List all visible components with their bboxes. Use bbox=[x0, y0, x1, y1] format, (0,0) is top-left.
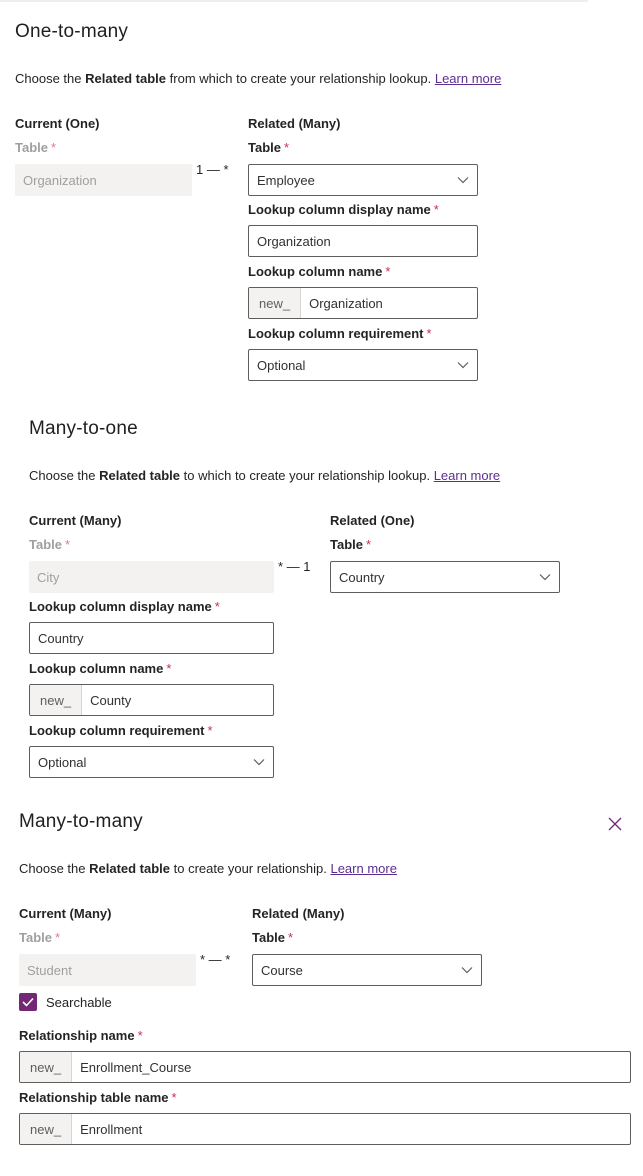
related-table-label bbox=[330, 537, 371, 552]
learn-more-link[interactable]: Learn more bbox=[434, 71, 502, 86]
searchable-checkbox-row[interactable] bbox=[19, 993, 112, 1011]
chevron-down-icon bbox=[449, 350, 477, 380]
current-table-field bbox=[29, 561, 274, 593]
current-table-field bbox=[19, 954, 196, 986]
relationship-table-name-label bbox=[19, 1090, 177, 1105]
label-text: Lookup column requirement bbox=[248, 326, 424, 341]
required-mark: * bbox=[433, 202, 439, 217]
required-mark: * bbox=[171, 1090, 177, 1105]
related-table-label bbox=[252, 930, 293, 945]
field-value: Student bbox=[27, 962, 72, 978]
one-to-many-description bbox=[15, 71, 501, 86]
cardinality-indicator: * — * bbox=[200, 952, 231, 967]
many-to-many-title: Many-to-many bbox=[19, 811, 143, 832]
chevron-down-icon bbox=[449, 165, 477, 195]
many-to-one-title: Many-to-one bbox=[29, 418, 138, 439]
required-mark: * bbox=[65, 537, 71, 552]
input-value: Organization bbox=[309, 295, 383, 311]
input-value: Organization bbox=[257, 233, 331, 249]
searchable-checkbox[interactable] bbox=[19, 993, 37, 1011]
chevron-down-icon bbox=[531, 562, 559, 592]
label-text: Lookup column display name bbox=[29, 599, 212, 614]
label-text: Table bbox=[330, 537, 363, 552]
description-text: to create your relationship. bbox=[170, 861, 327, 876]
input-value: Enrollment bbox=[80, 1121, 143, 1137]
lookup-name-label bbox=[248, 264, 390, 279]
current-table-field bbox=[15, 164, 192, 196]
required-mark: * bbox=[385, 264, 391, 279]
current-table-label bbox=[19, 930, 60, 945]
top-divider bbox=[0, 0, 588, 2]
label-text: Table bbox=[29, 537, 62, 552]
chevron-down-icon bbox=[245, 747, 273, 777]
description-text: from which to create your relationship lookup. bbox=[166, 71, 432, 86]
related-table-label bbox=[248, 140, 289, 155]
publisher-prefix: new_ bbox=[20, 1114, 72, 1144]
related-heading: Related (One) bbox=[330, 513, 415, 528]
label-text: Lookup column name bbox=[29, 661, 164, 676]
description-text: Choose the bbox=[15, 71, 86, 86]
cardinality-left: * bbox=[278, 559, 284, 574]
cardinality-left: 1 bbox=[196, 162, 204, 177]
current-table-label bbox=[15, 140, 56, 155]
description-bold: Related table bbox=[85, 71, 167, 86]
current-heading: Current (One) bbox=[15, 116, 100, 131]
label-text: Lookup column display name bbox=[248, 202, 431, 217]
related-table-dropdown[interactable] bbox=[248, 164, 478, 196]
cardinality-right: * bbox=[225, 952, 231, 967]
description-bold: Related table bbox=[89, 861, 171, 876]
required-mark: * bbox=[426, 326, 432, 341]
required-mark: * bbox=[284, 140, 290, 155]
label-text: Lookup column requirement bbox=[29, 723, 205, 738]
relationship-table-name-input[interactable] bbox=[19, 1113, 631, 1145]
lookup-requirement-dropdown[interactable] bbox=[29, 746, 274, 778]
lookup-requirement-label bbox=[29, 723, 213, 738]
input-value: County bbox=[90, 692, 132, 708]
cardinality-right: * bbox=[223, 162, 229, 177]
required-mark: * bbox=[288, 930, 294, 945]
publisher-prefix: new_ bbox=[20, 1052, 72, 1082]
label-text: Table bbox=[15, 140, 48, 155]
related-table-dropdown[interactable] bbox=[330, 561, 560, 593]
dropdown-value: Employee bbox=[257, 172, 315, 188]
lookup-display-label bbox=[248, 202, 439, 217]
current-table-label bbox=[29, 537, 70, 552]
description-bold: Related table bbox=[99, 468, 181, 483]
dropdown-value: Country bbox=[339, 569, 385, 585]
related-heading: Related (Many) bbox=[248, 116, 341, 131]
publisher-prefix: new_ bbox=[30, 685, 82, 715]
required-mark: * bbox=[51, 140, 57, 155]
description-text: Choose the bbox=[19, 861, 90, 876]
required-mark: * bbox=[366, 537, 372, 552]
cardinality-indicator: * — 1 bbox=[278, 559, 311, 574]
required-mark: * bbox=[166, 661, 172, 676]
many-to-one-description bbox=[29, 468, 500, 483]
current-heading: Current (Many) bbox=[29, 513, 122, 528]
input-value: Country bbox=[38, 630, 84, 646]
lookup-requirement-dropdown[interactable] bbox=[248, 349, 478, 381]
checkmark-icon bbox=[22, 997, 34, 1007]
cardinality-indicator: 1 — * bbox=[196, 162, 229, 177]
dropdown-value: Course bbox=[261, 962, 303, 978]
label-text: Table bbox=[252, 930, 285, 945]
publisher-prefix: new_ bbox=[249, 288, 301, 318]
label-text: Relationship table name bbox=[19, 1090, 169, 1105]
chevron-down-icon bbox=[453, 955, 481, 985]
field-value: City bbox=[37, 569, 60, 585]
description-text: Choose the bbox=[29, 468, 100, 483]
dropdown-value: Optional bbox=[257, 357, 306, 373]
relationship-name-input[interactable] bbox=[19, 1051, 631, 1083]
lookup-requirement-label bbox=[248, 326, 432, 341]
current-heading: Current (Many) bbox=[19, 906, 112, 921]
label-text: Relationship name bbox=[19, 1028, 135, 1043]
required-mark: * bbox=[137, 1028, 143, 1043]
cardinality-right: 1 bbox=[303, 559, 311, 574]
lookup-display-label bbox=[29, 599, 220, 614]
related-heading: Related (Many) bbox=[252, 906, 345, 921]
lookup-display-input[interactable] bbox=[248, 225, 478, 257]
related-table-dropdown[interactable] bbox=[252, 954, 482, 986]
searchable-label: Searchable bbox=[46, 994, 112, 1010]
relationship-name-label bbox=[19, 1028, 143, 1043]
required-mark: * bbox=[55, 930, 61, 945]
many-to-many-description bbox=[19, 861, 397, 876]
required-mark: * bbox=[207, 723, 213, 738]
label-text: Table bbox=[248, 140, 281, 155]
field-value: Organization bbox=[23, 172, 97, 188]
one-to-many-title: One-to-many bbox=[15, 21, 129, 42]
label-text: Table bbox=[19, 930, 52, 945]
lookup-name-input[interactable] bbox=[248, 287, 478, 319]
cardinality-left: * bbox=[200, 952, 206, 967]
lookup-name-label bbox=[29, 661, 171, 676]
learn-more-link[interactable]: Learn more bbox=[433, 468, 501, 483]
lookup-name-input[interactable] bbox=[29, 684, 274, 716]
label-text: Lookup column name bbox=[248, 264, 383, 279]
learn-more-link[interactable]: Learn more bbox=[330, 861, 397, 876]
dropdown-value: Optional bbox=[38, 754, 87, 770]
description-text: to which to create your relationship lookup. bbox=[180, 468, 431, 483]
close-icon[interactable] bbox=[605, 814, 625, 834]
lookup-display-input[interactable] bbox=[29, 622, 274, 654]
required-mark: * bbox=[214, 599, 220, 614]
input-value: Enrollment_Course bbox=[80, 1059, 192, 1075]
